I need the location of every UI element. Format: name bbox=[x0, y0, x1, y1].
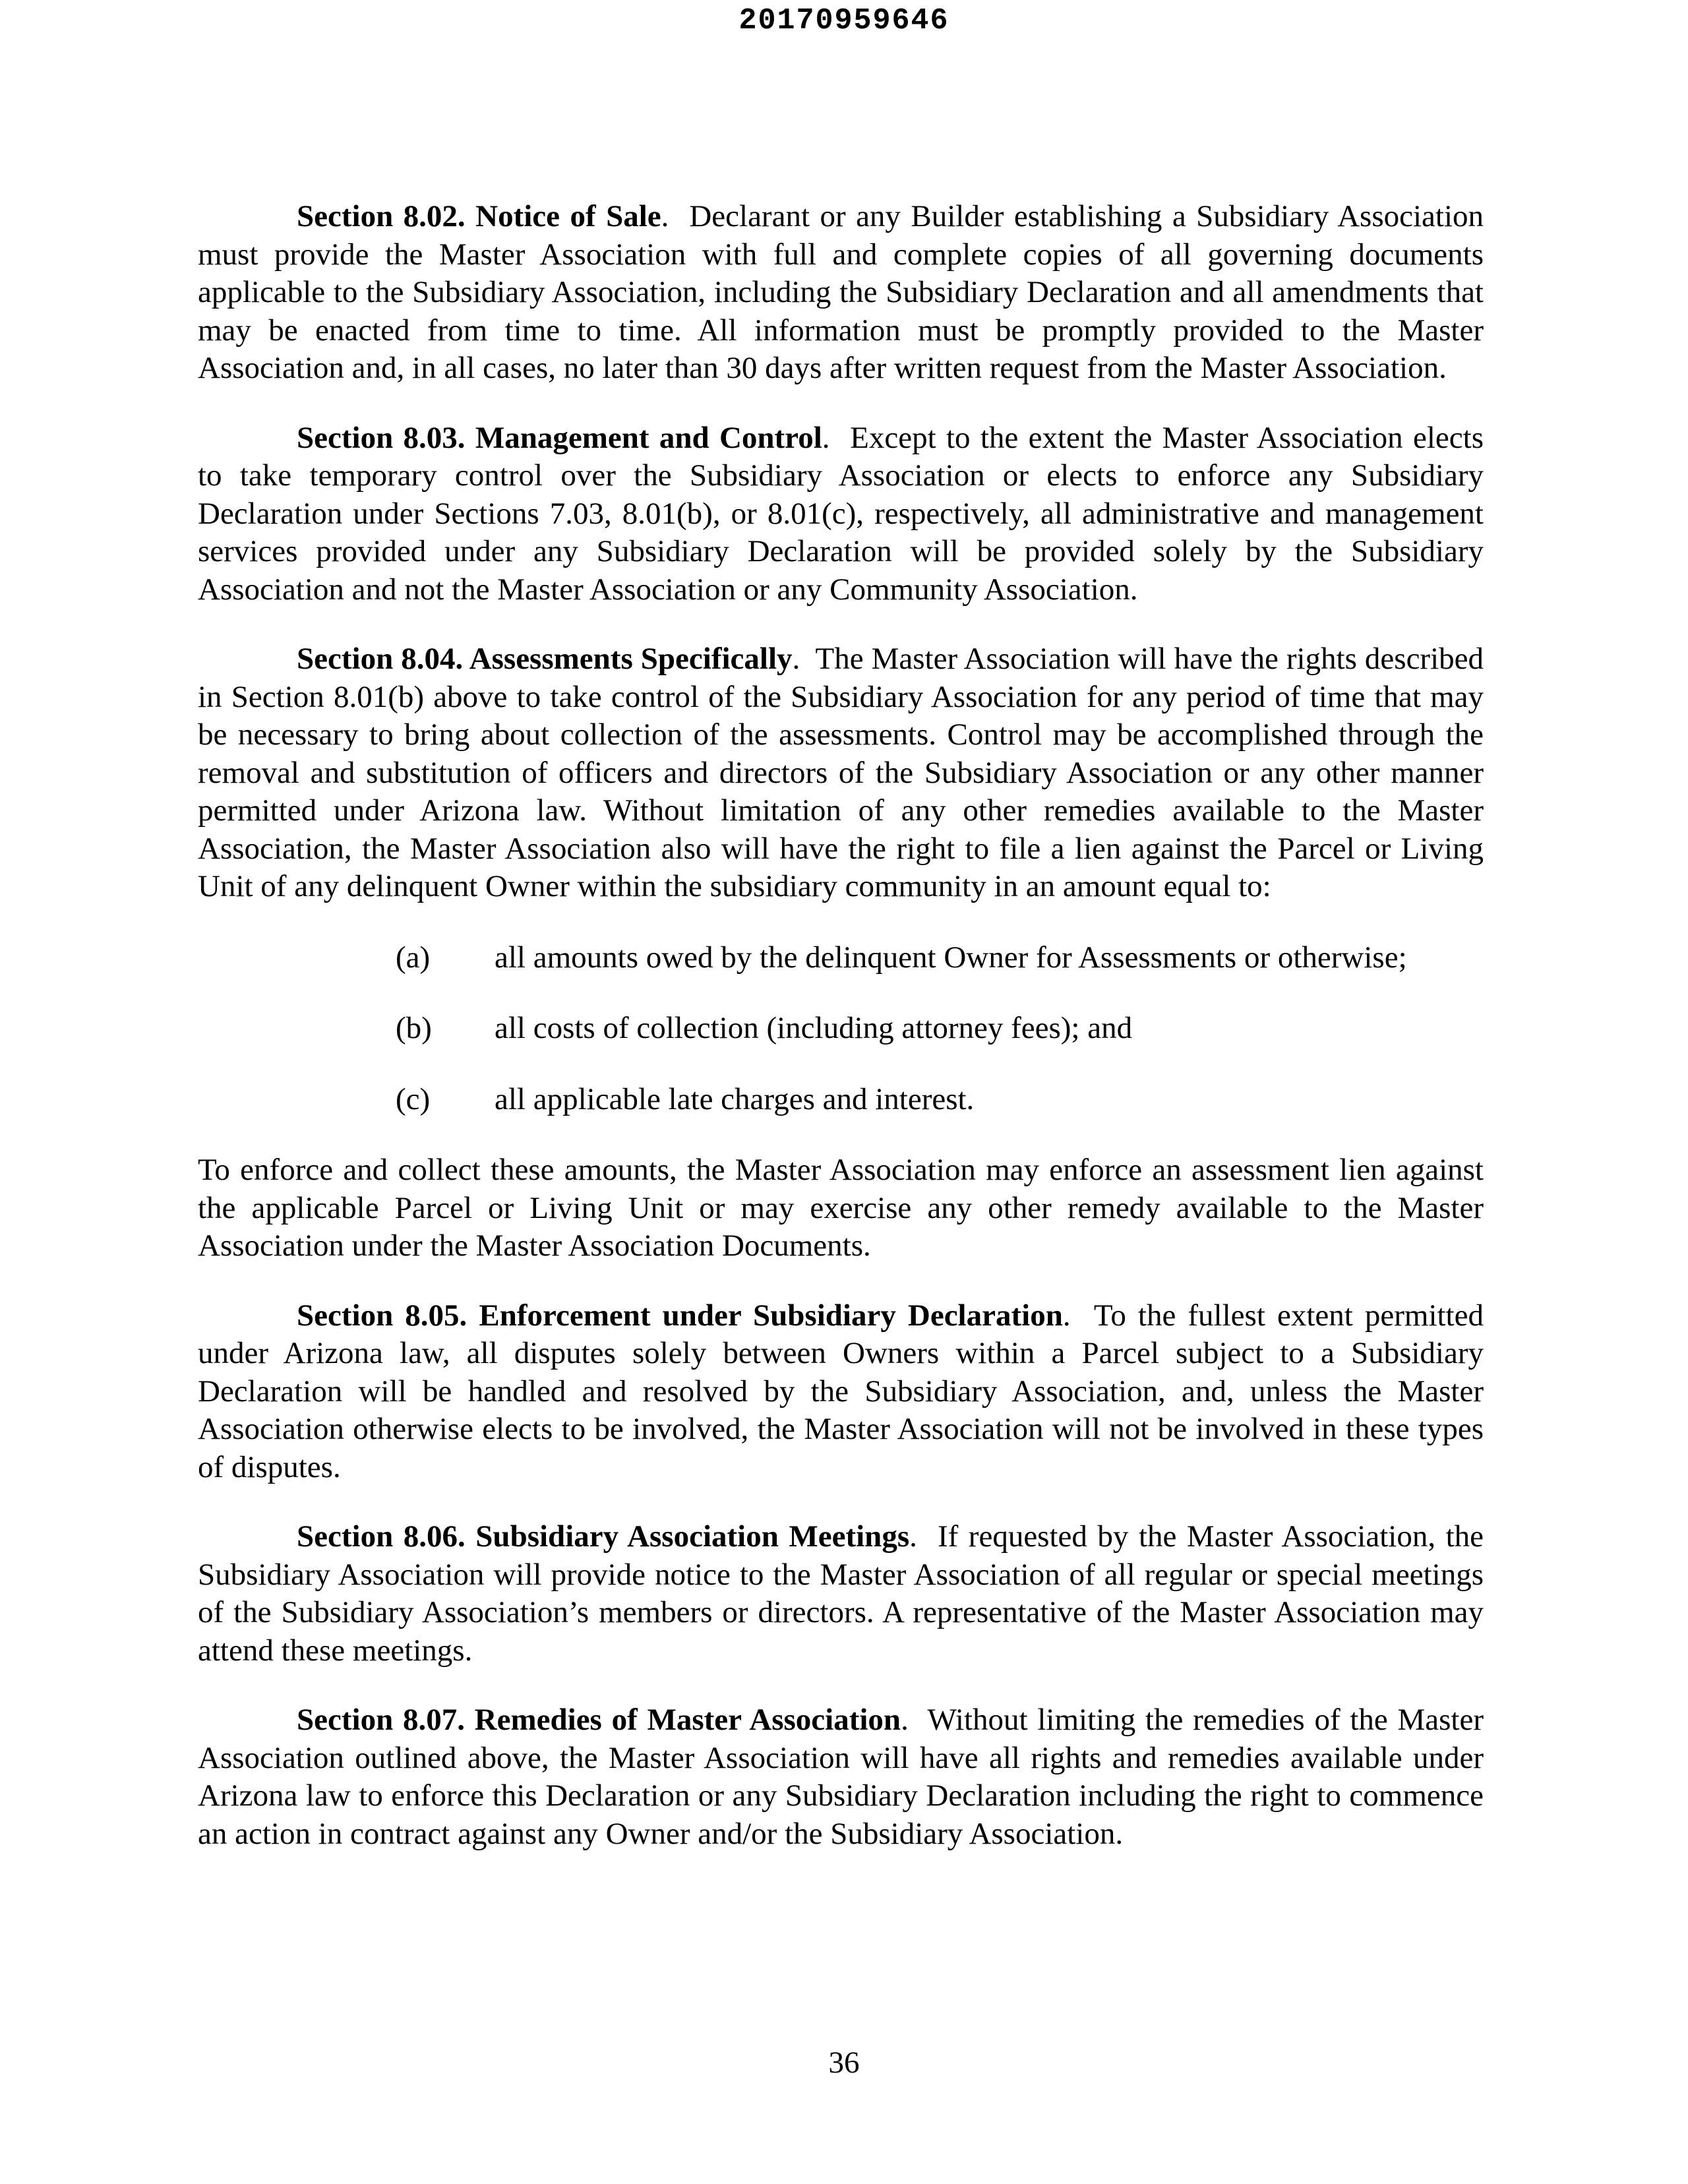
section-8-02: Section 8.02. Notice of Sale. Declarant or any Builder establishing a Subsidiary Association must provide the Master Association with full and complete copies of all governing documents applicable to the Subsidiary Association, including the Subsidiary Declaration and all amendments that may be enacted from time to time. All information must be promptly provided to the Master Association and, in all cases, no later than 30 days after written request from the Master Association. bbox=[198, 199, 1484, 385]
section-8-05: Section 8.05. Enforcement under Subsidiary Declaration. To the fullest extent permitted under Arizona law, all disputes solely between Owners within a Parcel subject to a Subsidiary Declaration will be handled and resolved by the Subsidiary Association, and, unless the Master Association otherwise elects to be involved, the Master Association will not be involved in these types of disputes. bbox=[198, 1298, 1484, 1484]
section-heading: Section 8.07. Remedies of Master Association bbox=[297, 1703, 901, 1737]
list-item-text: all applicable late charges and interest. bbox=[495, 1081, 975, 1116]
section-body: Except to the extent the Master Association elects to take temporary control over the Subsidiary Association or elects to enforce any Subsidiary Declaration under Sections 7.03, 8.01(b), or 8.01(c), respectively, all administrative and management services provided under any Subsidiary Declaration will be provided solely by the Subsidiary Association and not the Master Association or any Community Association. bbox=[198, 420, 1484, 607]
section-heading: Section 8.06. Subsidiary Association Meetings bbox=[297, 1519, 910, 1554]
section-heading: Section 8.04. Assessments Specifically bbox=[297, 642, 793, 676]
list-marker: (a) bbox=[396, 940, 431, 975]
list-marker: (c) bbox=[396, 1081, 431, 1116]
list-marker: (b) bbox=[396, 1011, 432, 1045]
section-body: To the fullest extent permitted under Arizona law, all disputes solely between Owners within a Parcel subject to a Subsidiary Declaration will be handled and resolved by the Subsidiary Association, and, unless the Master Association otherwise elects to be involved, the Master Association will not be involved in these types of disputes. bbox=[198, 1298, 1484, 1484]
list-item bbox=[198, 1010, 1484, 1048]
list-item bbox=[198, 1081, 1484, 1119]
section-body: If requested by the Master Association, the Subsidiary Association will provide notice to the Master Association of all regular or special meetings of the Subsidiary Association’s members or directors. A representative of the Master Association may attend these meetings. bbox=[198, 1519, 1484, 1668]
section-8-03: Section 8.03. Management and Control. Except to the extent the Master Association elects to take temporary control over the Subsidiary Association or elects to enforce any Subsidiary Declaration under Sections 7.03, 8.01(b), or 8.01(c), respectively, all administrative and management services provided under any Subsidiary Declaration will be provided solely by the Subsidiary Association and not the Master Association or any Community Association. bbox=[198, 420, 1484, 607]
document-body bbox=[198, 198, 1484, 1853]
section-body: The Master Association will have the rights described in Section 8.01(b) above to take control of the Subsidiary Association for any period of time that may be necessary to bring about collection of the assessments. Control may be accomplished through the removal and substitution of officers and directors of the Subsidiary Association or any other manner permitted under Arizona law. Without limitation of any other remedies available to the Master Association, the Master Association also will have the right to file a lien against the Parcel or Living Unit of any delinquent Owner within the subsidiary community in an amount equal to: bbox=[198, 642, 1484, 903]
page-number: 36 bbox=[828, 2046, 860, 2080]
list-item-text: all costs of collection (including attorney fees); and bbox=[495, 1011, 1133, 1045]
section-body: Without limiting the remedies of the Master Association outlined above, the Master Association will have all rights and remedies available under Arizona law to enforce this Declaration or any Subsidiary Declaration including the right to commence an action in contract against any Owner and/or the Subsidiary Association. bbox=[198, 1703, 1484, 1851]
lien-amount-list bbox=[198, 939, 1484, 1119]
section-heading: Section 8.05. Enforcement under Subsidiary Declaration bbox=[297, 1298, 1063, 1333]
section-8-07: Section 8.07. Remedies of Master Association. Without limiting the remedies of the Master Association outlined above, the Master Association will have all rights and remedies available under Arizona law to enforce this Declaration or any Subsidiary Declaration including the right to commence an action in contract against any Owner and/or the Subsidiary Association. bbox=[198, 1703, 1484, 1851]
section-heading: Section 8.03. Management and Control bbox=[297, 420, 822, 455]
section-8-04: Section 8.04. Assessments Specifically. The Master Association will have the rights described in Section 8.01(b) above to take control of the Subsidiary Association for any period of time that may be necessary to bring about collection of the assessments. Control may be accomplished through the removal and substitution of officers and directors of the Subsidiary Association or any other manner permitted under Arizona law. Without limitation of any other remedies available to the Master Association, the Master Association also will have the right to file a lien against the Parcel or Living Unit of any delinquent Owner within the subsidiary community in an amount equal to: bbox=[198, 642, 1484, 903]
section-8-04-closing: To enforce and collect these amounts, the Master Association may enforce an assessment lien against the applicable Parcel or Living Unit or may exercise any other remedy available to the Master Association under the Master Association Documents. bbox=[198, 1153, 1484, 1263]
section-heading: Section 8.02. Notice of Sale bbox=[297, 199, 661, 233]
section-body: Declarant or any Builder establishing a Subsidiary Association must provide the Master Association with full and complete copies of all governing documents applicable to the Subsidiary Association, including the Subsidiary Declaration and all amendments that may be enacted from time to time. All information must be promptly provided to the Master Association and, in all cases, no later than 30 days after written request from the Master Association. bbox=[198, 199, 1484, 385]
document-number: 20170959646 bbox=[738, 4, 950, 38]
list-item-text: all amounts owed by the delinquent Owner for Assessments or otherwise; bbox=[495, 940, 1407, 975]
section-8-06: Section 8.06. Subsidiary Association Meetings. If requested by the Master Association, the Subsidiary Association will provide notice to the Master Association of all regular or special meetings of the Subsidiary Association’s members or directors. A representative of the Master Association may attend these meetings. bbox=[198, 1519, 1484, 1668]
list-item bbox=[198, 939, 1484, 977]
